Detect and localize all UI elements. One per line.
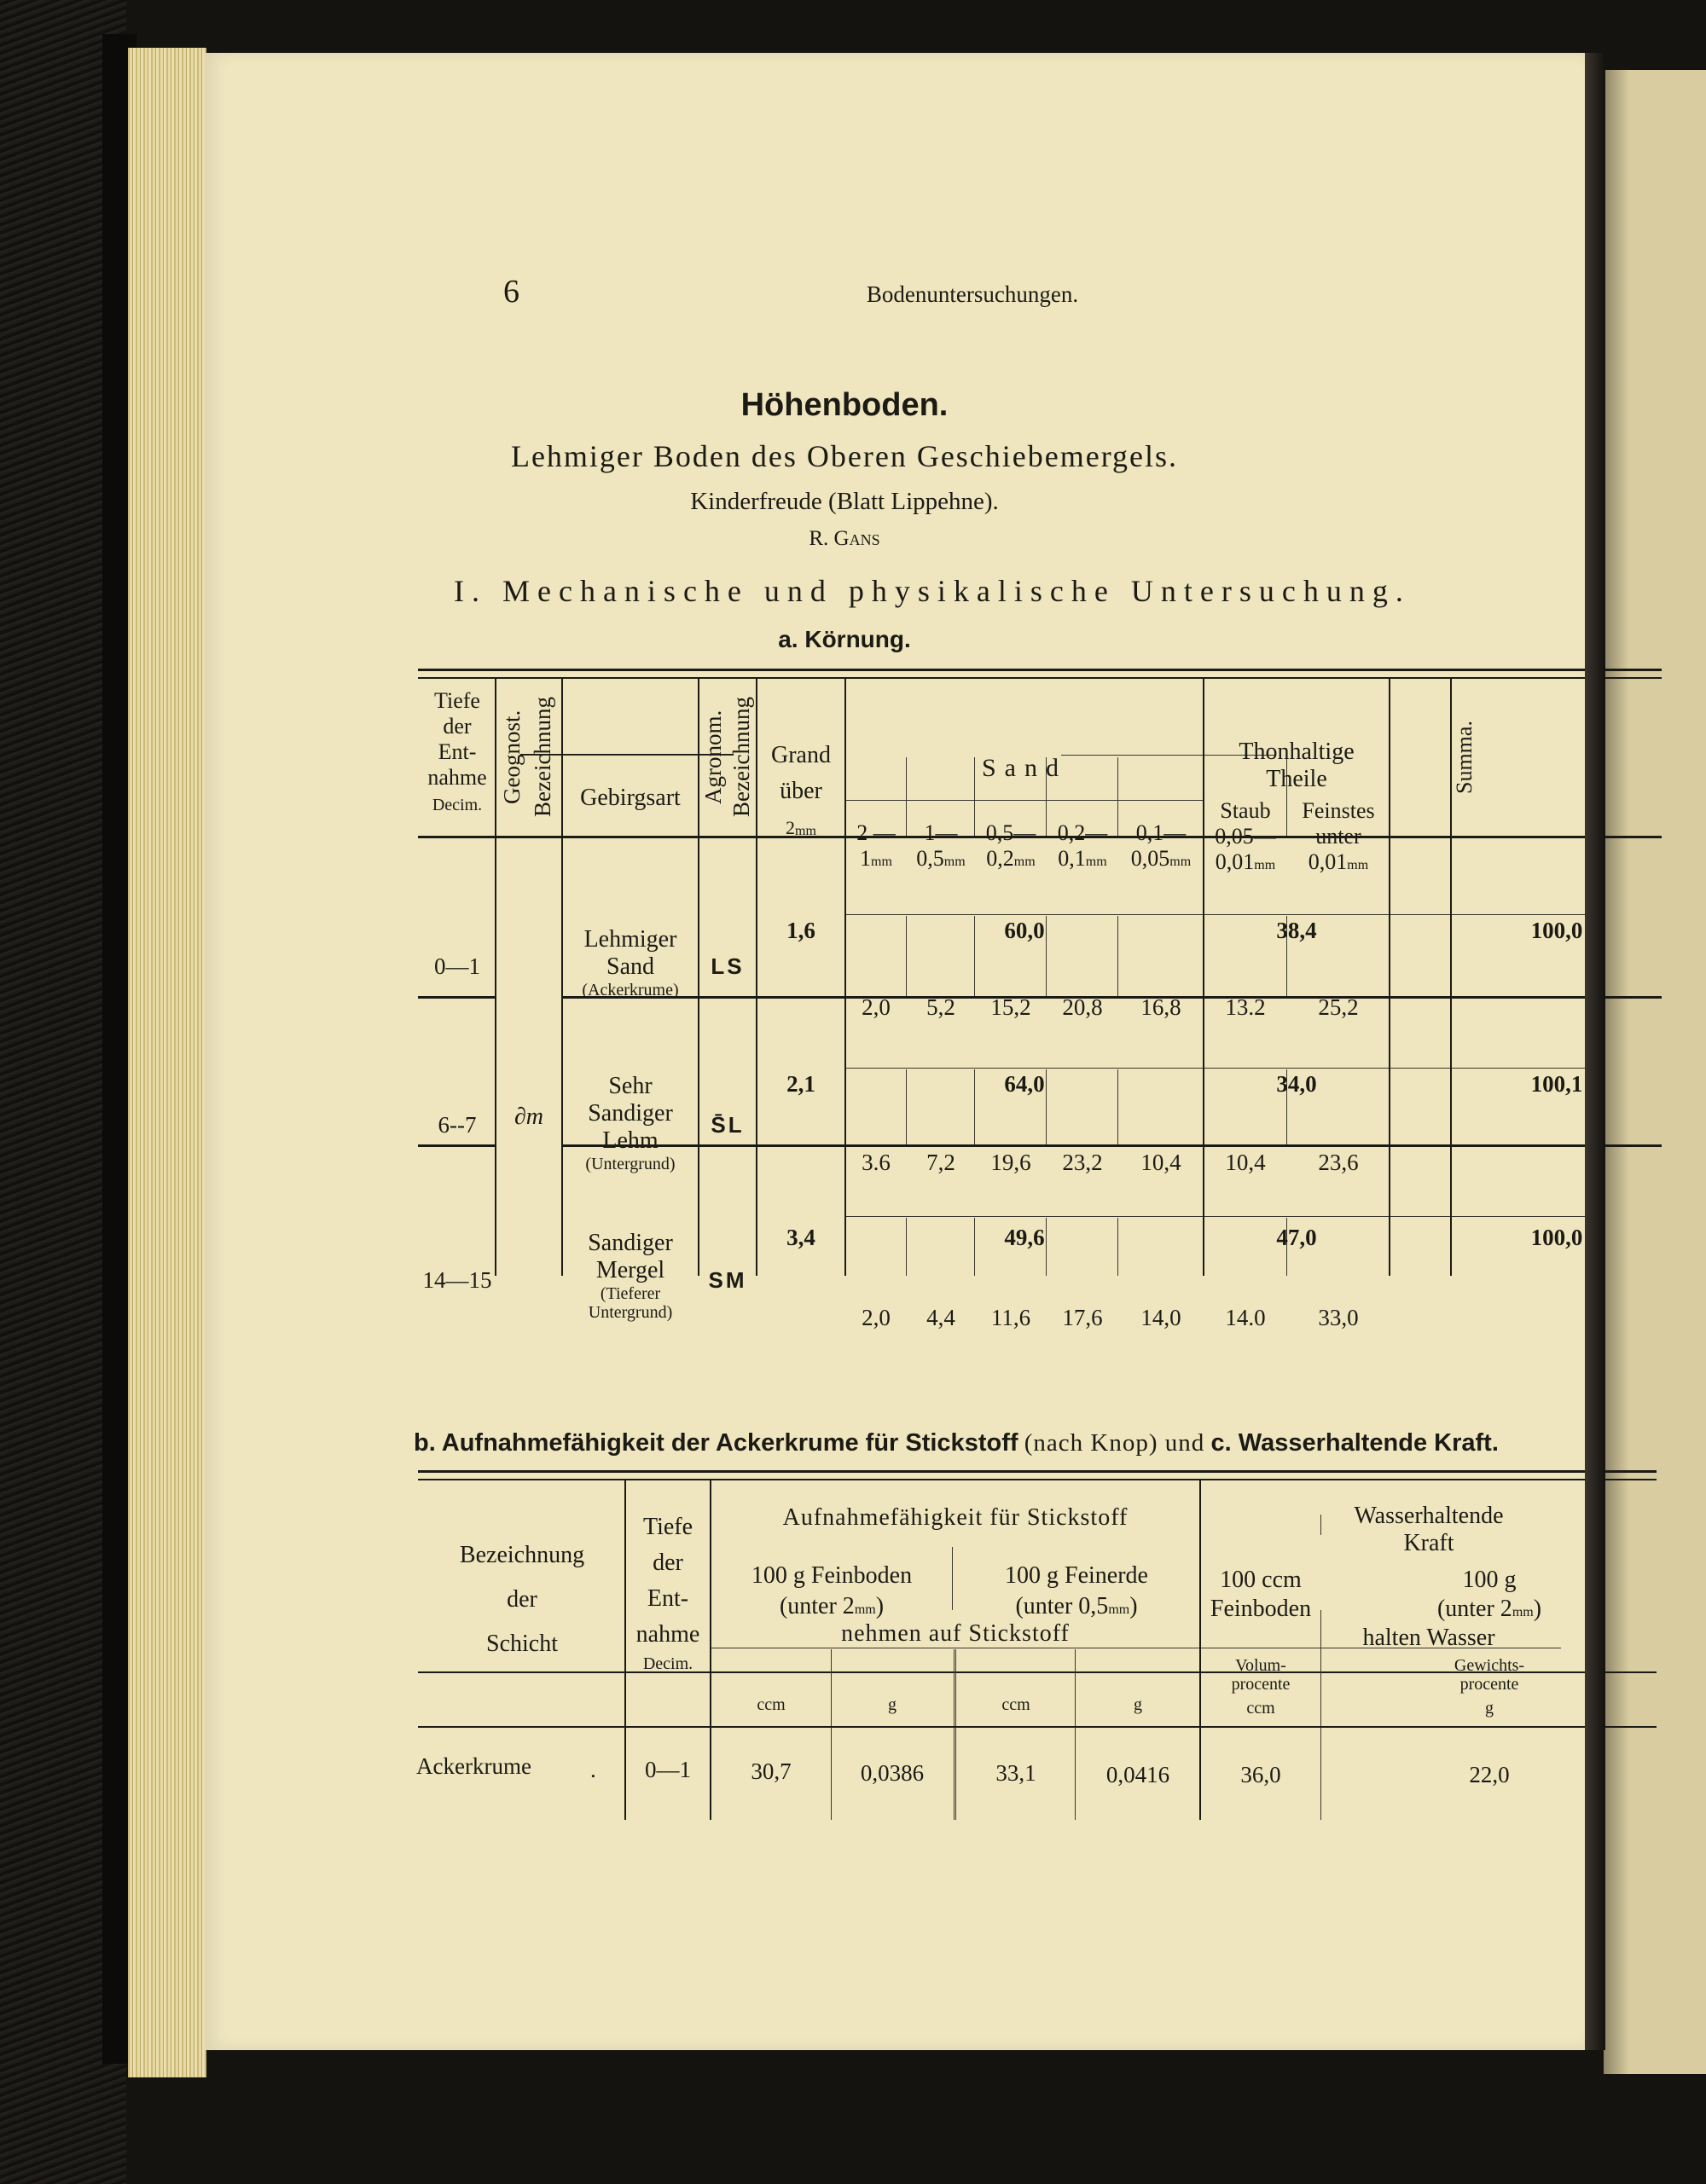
unit-g: g [1485,1699,1494,1718]
cell-agronom: S̄L [711,1112,745,1138]
subsection-bc: b. Aufnahmefähigkeit der Ackerkrume für Stickstoff (nach Knop) und c. Wasserhaltende Kraft. [414,1429,1499,1457]
header-sand-col-1: 2 — $1^{mm}$ [856,820,896,871]
header-gravel: Grand über $2^{mm}$ [771,742,831,838]
unit-g: g [1134,1695,1142,1714]
cell-value: 33,1 [995,1760,1036,1786]
unit-ccm: ccm [757,1695,786,1714]
cell-rock: Lehmiger Sand (Ackerkrume) [582,926,679,999]
header-rock: Gebirgsart [580,785,681,811]
cell-dust: 13.2 [1225,994,1266,1020]
cell-dust: 10,4 [1225,1150,1266,1175]
geognost-value: ∂m [514,1104,544,1130]
cell-gravel: 1,6 [786,918,815,943]
cell-sand: 11,6 [990,1305,1031,1330]
header-water: Wasserhaltende Kraft [1354,1503,1504,1556]
cell-sand: 17,6 [1062,1305,1103,1330]
header-100g: 100 g (unter $2^{mm}$) [1436,1567,1542,1622]
cell-dust: 14.0 [1225,1305,1266,1330]
header-fine-soil: 100 g Feinboden (unter $2^{mm}$) [751,1562,913,1619]
header-clay: Thonhaltige Theile [1239,739,1355,792]
cell-gravel: 3,4 [786,1225,815,1250]
cell-clay-total: 38,4 [1276,918,1317,943]
header-layer: Bezeichnung der Schicht [459,1542,585,1657]
header-geognost: Geognost. Bezeichnung [499,697,555,818]
cell-sand: 19,6 [990,1150,1031,1175]
header-100ccm: 100 ccm Feinboden [1210,1567,1312,1622]
cell-finest: 23,6 [1318,1150,1359,1175]
cell-finest: 25,2 [1318,994,1359,1020]
cell-sand-total: 64,0 [1004,1071,1045,1097]
unit-ccm: ccm [1001,1695,1030,1714]
header-take-up-wrap [711,1620,1199,1673]
cell-clay-total: 47,0 [1276,1225,1317,1250]
header-sand-col-2: 1— $0,5^{mm}$ [916,820,966,871]
page [205,53,1587,2050]
header-holds-water: halten Wasser [1362,1625,1495,1651]
cell-value: 36,0 [1240,1762,1281,1787]
cell-sand: 4,4 [926,1305,955,1330]
cell-sum: 100,0 [1530,1225,1583,1250]
header-absorb: Aufnahmefähigkeit für Stickstoff [782,1504,1129,1531]
header-sand: Sand [982,754,1067,782]
cell-sum: 100,1 [1530,1071,1583,1097]
page-gutter [1585,53,1605,2050]
cell-layer: Ackerkrume [416,1753,531,1779]
cell-agronom: SM [708,1267,747,1293]
cell-value: 30,7 [751,1758,792,1784]
cell-gravel: 2,1 [786,1071,815,1097]
cell-value: 22,0 [1469,1762,1510,1787]
header-sum: Summa. [1452,721,1477,794]
header-dust: Staub 0,05— $0,01^{mm}$ [1215,798,1276,874]
running-head: Bodenuntersuchungen. [866,281,1079,307]
cell-sand: 10,4 [1140,1150,1181,1175]
cell-sand: 14,0 [1140,1305,1181,1330]
author: R. Gans [809,527,880,550]
cell-sand-total: 49,6 [1004,1225,1045,1250]
header-sand-col-5: 0,1— $0,05^{mm}$ [1130,820,1192,871]
header-sand-col-4: 0,2— $0,1^{mm}$ [1057,820,1108,871]
unit-g: g [888,1695,897,1714]
cell-leader-dot: . [590,1757,596,1782]
cell-sand: 15,2 [990,994,1031,1020]
cell-rock: Sehr Sandiger Lehm (Untergrund) [585,1073,676,1173]
cell-sand: 23,2 [1062,1150,1103,1175]
page-edges [128,48,206,2077]
header-volume-percent: Volum- procente [1231,1656,1291,1694]
cell-finest: 33,0 [1318,1305,1359,1330]
subsection-a: a. Körnung. [778,626,911,652]
header-depth: Tiefe der Ent- nahme Decim. [427,688,487,814]
cell-sand: 7,2 [926,1150,955,1175]
cell-value: 0,0416 [1105,1762,1170,1787]
cell-agronom: LS [711,953,745,979]
header-fine-earth: 100 g Feinerde (unter $0,5^{mm}$) [1005,1562,1148,1619]
cell-depth: 0—1 [645,1757,691,1782]
header-sand-col-3: 0,5— $0,2^{mm}$ [985,820,1036,871]
cell-sand: 2,0 [862,994,891,1020]
cell-sand: 2,0 [862,1305,891,1330]
header-take-up: nehmen auf Stickstoff [841,1620,1070,1647]
unit-ccm: ccm [1246,1699,1275,1718]
cell-value: 0,0386 [860,1760,925,1786]
header-finest: Feinstes unter $0,01^{mm}$ [1302,798,1375,874]
location: Kinderfreude (Blatt Lippehne). [690,488,999,515]
page-number: 6 [503,274,519,310]
cell-sand: 20,8 [1062,994,1103,1020]
section-heading: I. Mechanische und physikalische Untersuchung. [454,574,1411,608]
cell-depth: 6--7 [438,1112,477,1138]
cell-sand: 16,8 [1140,994,1181,1020]
cell-depth: 0—1 [434,953,480,979]
cell-clay-total: 34,0 [1276,1071,1317,1097]
page-title: Höhenboden. [740,387,949,423]
header-weight-percent: Gewichts- procente [1454,1656,1525,1694]
cell-depth: 14—15 [422,1267,492,1293]
cell-sand: 5,2 [926,994,955,1020]
cell-sum: 100,0 [1530,918,1583,943]
header-depth: Tiefe der Ent- nahme Decim. [635,1514,700,1673]
cell-sand: 3.6 [862,1150,891,1175]
subtitle: Lehmiger Boden des Oberen Geschiebemergels. [510,439,1179,473]
cell-sand-total: 60,0 [1004,918,1045,943]
cell-rock: Sandiger Mergel (Tieferer Untergrund) [588,1230,673,1322]
header-agronom: Agronom. Bezeichnung [700,697,754,818]
